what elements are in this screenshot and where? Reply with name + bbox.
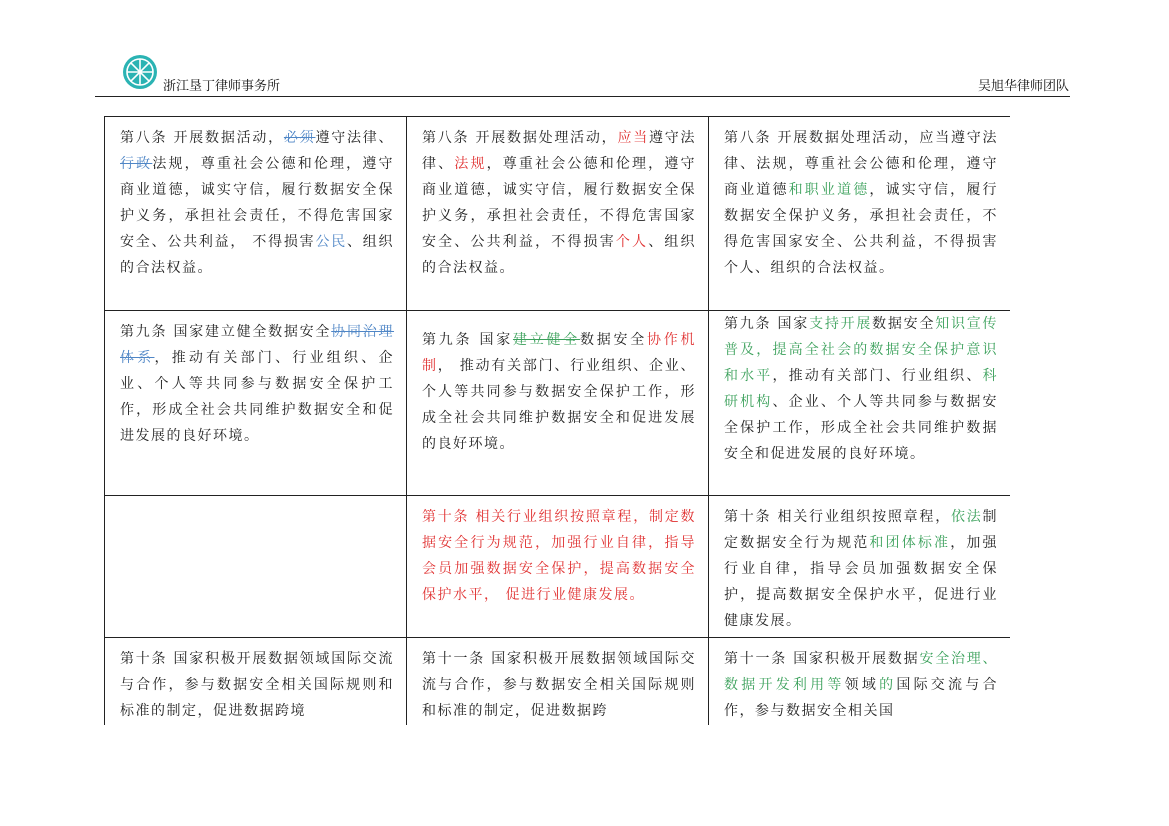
- text-run: 数据安全: [872, 316, 936, 332]
- text-run: ，诚实守信，履行数据安全保护义务，承担社会责任，不得危害国家安全、公共利益，不得损害个人、组织的合法权益。: [724, 182, 998, 276]
- cell-row3-final: [709, 496, 1010, 638]
- text-run: ，推动有关部门、行业组织、: [772, 368, 983, 384]
- added-text: 支持开展: [809, 316, 873, 332]
- deleted-text: 行政: [120, 156, 153, 172]
- text-run: 遵守法律、: [422, 130, 697, 172]
- cell-row1-draft: [407, 117, 709, 311]
- text-run: 第十一条 国家积极开展数据: [724, 651, 920, 667]
- text-run: 第八条 开展数据处理活动，应当遵守法律、法规，尊重社会公德和伦理，遵守商业道德: [724, 130, 998, 198]
- added-text: 协作机制: [422, 332, 697, 374]
- added-text: 安全治理、数据开发利用等: [724, 651, 999, 693]
- cell-row4-draft: [407, 638, 709, 725]
- added-text: 第十条 相关行业组织按照章程，制定数据安全行为规范，加强行业自律，指导会员加强数据安全保护，提高数据安全保护水平， 促进行业健康发展。: [422, 509, 696, 603]
- text-run: 第九条 国家: [724, 316, 810, 332]
- added-text: 应当: [617, 130, 649, 146]
- changed-text: 公民: [315, 234, 347, 250]
- text-run: ，尊重社会公德和伦理，遵守商业道德，诚实守信，履行数据安全保护义务，承担社会责任，不得危害国家安全、公共利益，不得损害: [422, 156, 696, 250]
- added-text: 的: [879, 677, 897, 693]
- cell-row2-original: [105, 311, 407, 496]
- added-text: 依法: [950, 509, 983, 525]
- header-divider: [95, 96, 1070, 97]
- added-text: 和团体标准: [869, 535, 951, 551]
- cell-row3-draft: [407, 496, 709, 638]
- text-run: 第九条 国家: [422, 332, 513, 348]
- cell-row4-original: [105, 638, 407, 725]
- text-run: 、企业、个人等共同参与数据安全保护工作，形成全社会共同维护数据安全和促进发展的良好环境。: [724, 394, 998, 462]
- text-run: 第九条 国家建立健全数据安全: [120, 324, 332, 340]
- added-text: 个人: [615, 234, 649, 250]
- cell-row1-original: [105, 117, 407, 311]
- text-run: 遵守法律、: [315, 130, 395, 146]
- deleted-text: 必须: [283, 130, 316, 146]
- added-text: 知识宣传普及，提高全社会的数据安全保护意识和水平: [724, 316, 999, 384]
- text-run: 制定数据安全行为规范: [724, 509, 999, 551]
- firm-logo-icon: [122, 54, 158, 90]
- text-run: 、组织的合法权益。: [422, 234, 696, 276]
- deleted-text: 建立健全: [512, 332, 580, 348]
- cell-row2-draft: [407, 311, 709, 496]
- deleted-text: 协同治理体系: [120, 324, 395, 366]
- cell-row4-final: [709, 638, 1010, 725]
- cell-row2-final: [709, 311, 1010, 496]
- text-run: 第十条 国家积极开展数据领域国际交流与合作，参与数据安全相关国际规则和标准的制定，促进数据跨境: [120, 651, 394, 719]
- added-text: 法规: [454, 156, 487, 172]
- comparison-table: [104, 116, 1010, 725]
- text-run: 法规，尊重社会公德和伦理，遵守商业道德，诚实守信，履行数据安全保护义务，承担社会责任，不得危害国家安全、公共利益， 不得损害: [120, 156, 394, 250]
- text-run: 第十一条 国家积极开展数据领域国际交流与合作，参与数据安全相关国际规则和标准的制定，促进数据跨: [422, 651, 696, 719]
- team-name: 吴旭华律师团队: [977, 79, 1069, 94]
- added-text: 和职业道德: [788, 182, 870, 198]
- text-run: 第八条 开展数据处理活动，: [422, 130, 618, 146]
- text-run: ，推动有关部门、行业组织、企业、个人等共同参与数据安全保护工作，形成全社会共同维护数据安全和促进发展的良好环境。: [120, 350, 395, 444]
- firm-name: 浙江垦丁律师事务所: [163, 79, 281, 94]
- added-text: 科研机构: [724, 368, 998, 410]
- text-run: 第十条 相关行业组织按照章程，: [724, 509, 951, 525]
- cell-row1-final: [709, 117, 1010, 311]
- text-run: 、组织的合法权益。: [120, 234, 395, 276]
- text-run: ， 推动有关部门、行业组织、企业、个人等共同参与数据安全保护工作，形成全社会共同维护数据安全和促进发展的良好环境。: [422, 358, 697, 452]
- text-run: 国际交流与合作，参与数据安全相关国: [724, 677, 999, 719]
- cell-row3-original: [105, 496, 407, 638]
- text-run: 第八条 开展数据活动，: [120, 130, 284, 146]
- text-run: ，加强行业自律，指导会员加强数据安全保护，提高数据安全保护水平，促进行业健康发展。: [724, 535, 998, 629]
- text-run: 数据安全: [579, 332, 647, 348]
- text-run: 领域: [844, 677, 880, 693]
